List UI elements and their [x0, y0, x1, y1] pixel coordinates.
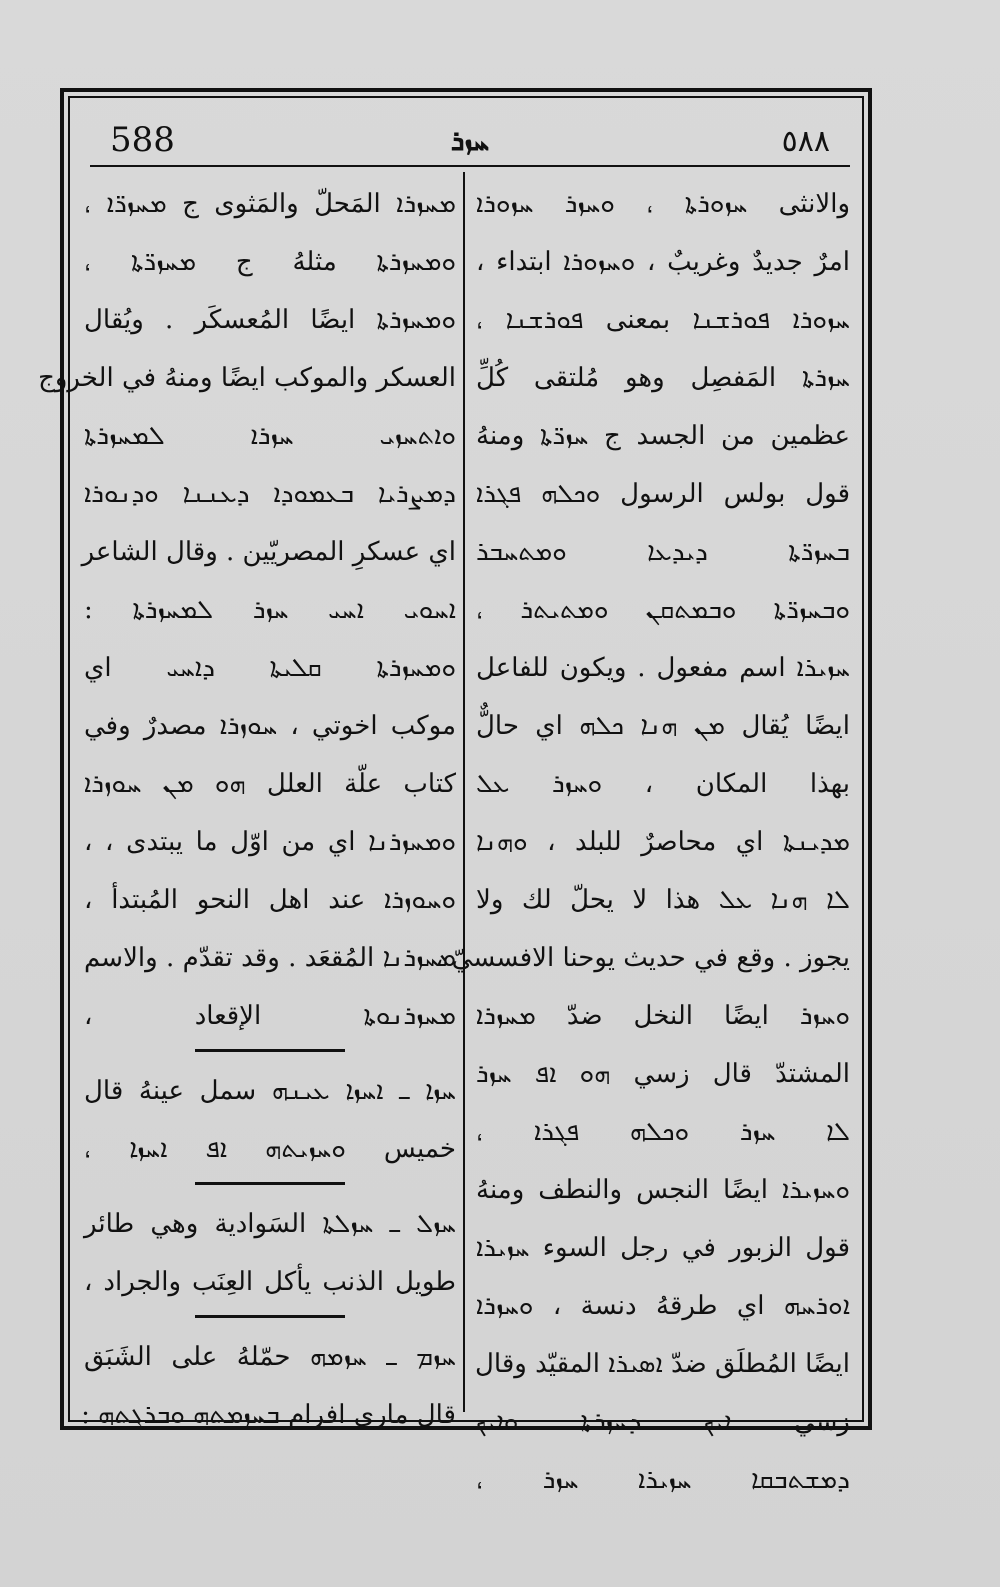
head-word: ܚܙܪ — [450, 124, 490, 157]
right-column-line: يجوز . وقع في حديث يوحنا الافسسيّ ، — [435, 943, 850, 973]
column-divider — [463, 172, 465, 1412]
entry-line: ܚܙܐ ـ ܐܚܙܐ ܥܝܢܗ سمل عينهُ قال — [84, 1076, 456, 1106]
right-column — [435, 175, 850, 1495]
right-column-line: قول الزبور في رجل السوء ܚܙܝܪܐ — [476, 1233, 850, 1263]
left-column-line: ܡܚܙܪܐ المَحلّ والمَثوى ج ܡܚܙܪ̈ܐ ، — [84, 189, 456, 219]
left-column-line: اي عسكرِ المصريّين . وقال الشاعر — [81, 537, 456, 567]
entry-line: ܚܙܠ ـ ܚܙܠܬܐ السَوادية وهي طائر — [84, 1209, 456, 1239]
right-column-line: ܚܙܝܪܐ اسم مفعول . ويكون للفاعل — [476, 653, 850, 683]
right-column-line: ܚܙܪܬܐ المَفصِل وهو مُلتقى كُلِّ — [476, 363, 850, 393]
left-column-line: ܘܡܚܙܪܬܐ مثلهُ ج ܡܚܙܪ̈ܬܐ ، — [84, 247, 456, 277]
right-column-line: ܠܐ ܚܙܪ ܘܟܠܗ ܦܓܪܐ ، — [476, 1117, 850, 1147]
entry-line: خميس ܘܚܙܝܬܗ ܐܦ ܐܚܙܐ ، — [84, 1134, 456, 1164]
entry-separator — [195, 1049, 345, 1052]
right-column-line: ܒܚܙܪ̈ܬܐ ܕܝܕܥܐ ܘܡܬܚܒܪ — [476, 537, 850, 567]
right-column-line: ܠܐ ܗܢܐ ܥܠ هذا لا يحلّ لك ولا — [476, 885, 850, 915]
left-column-line: ܘܐܬܚܙܝ ܚܙܪܐ ܠܡܚܙܪܬܐ — [84, 421, 456, 451]
left-column-line: كتاب علّة العلل ܗܘ ܡܢ ܚܘܙܪܐ — [84, 769, 456, 799]
right-column-line: والانثى ܚܙܘܪܬܐ ، ܘܚܙܪ ܚܙܘܪܐ — [476, 189, 850, 219]
left-column-line: موكب اخوتي ، ܚܘܙܪܐ مصدرٌ وفي — [84, 711, 456, 741]
right-column-line: ܡܕܝܢܬܐ اي محاصرٌ للبلد ، ܘܗܢܐ — [476, 827, 850, 857]
right-column-line: ܕܡܫܬܒܩܐ ܚܙܝܪܐ ܚܙܪ ، — [476, 1465, 850, 1495]
page-header — [90, 110, 850, 167]
entry-separator — [195, 1182, 345, 1185]
right-column-line: زسي ܐܝܟ ܕܚܙܪܬܐ ܘܐܝܟ — [476, 1407, 850, 1437]
left-column — [38, 175, 456, 1430]
right-column-line: ايضًا المُطلَق ضدّ ܐܣܝܪܐ المقيّد وقال — [475, 1349, 850, 1379]
right-column-line: بهذا المكان ، ܘܚܙܪ ܥܠ — [476, 769, 850, 799]
right-column-line: ايضًا يُقال ܡܢ ܗܢܐ ܟܠܗ اي حالٌّ — [476, 711, 850, 741]
left-column-line: ܕܡܨܪܝܐ ܒܥܡܘܕܐ ܕܥܢܢܐ ܘܕܢܘܪܐ — [84, 479, 456, 509]
left-column-line: ܘܚܘܙܪܐ عند اهل النحو المُبتدأ ، — [84, 885, 456, 915]
entry-line: قال ماري افرام ܒܚܙܡܬܗ ܘܒܪܓܬܗ : — [81, 1400, 456, 1430]
right-column-line: المشتدّ قال زسي ܗܘ ܐܦ ܚܙܪ — [476, 1059, 850, 1089]
left-column-line: ܘܡܚܙܪܬܐ ايضًا المُعسكَر . ويُقال — [84, 305, 456, 335]
left-column-line: ܘܡܚܙܪܬܐ ܩܠܝܬܐ ܕܐܚܝ اي — [84, 653, 456, 683]
entry-line: طويل الذنب يأكل العِنَب والجراد ، — [84, 1267, 456, 1297]
right-column-line: قول بولس الرسول ܘܟܠܗ ܦܓܪܐ — [476, 479, 850, 509]
left-column-line: ܡܚܙܪܢܘܬܐ الإقعاد ، — [84, 1001, 456, 1031]
right-column-line: ܐܘܪܚܗ اي طرقهُ دنسة ، ܘܚܙܪܐ — [476, 1291, 850, 1321]
left-column-line: ܐܚܘܝ ܐܚܝ ܚܙܪ ܠܡܚܙܪܬܐ : — [84, 595, 456, 625]
left-column-line: العسكر والموكب ايضًا ومنهُ في الخروج — [38, 363, 456, 393]
entry-line: ܚܙܡ ـ ܚܙܡܗ حمّلهُ على الشَبَق — [84, 1342, 456, 1372]
right-column-line: عظمين من الجسد ج ܚܙܪ̈ܬܐ ومنهُ — [476, 421, 850, 451]
left-column-line: ܡܚܙܪܢܐ المُقعَد . وقد تقدّم . والاسم — [84, 943, 456, 973]
page-number-arabic: ٥٨٨ — [781, 124, 830, 159]
right-column-line: امرٌ جديدٌ وغريبٌ ، ܘܚܙܘܪܐ ابتداء ، — [476, 247, 850, 277]
right-column-line: ܘܒܚܙܪ̈ܬܐ ܘܒܡܬܩܢ ܘܡܬܝܬܪ ، — [476, 595, 850, 625]
right-column-line: ܘܚܙܪ ايضًا النخل ضدّ ܡܚܙܪܐ — [476, 1001, 850, 1031]
left-column-line: ܘܡܚܙܪܢܐ اي من اوّل ما يبتدى ، ، — [84, 827, 456, 857]
right-column-line: ܘܚܙܝܪܐ ايضًا النجس والنطف ومنهُ — [476, 1175, 850, 1205]
entry-separator — [195, 1315, 345, 1318]
right-column-line: ܚܙܘܪܐ ܦܘܪܫܢܐ بمعنى ܦܘܪܫܢܐ ، — [476, 305, 850, 335]
page-number-latin: 588 — [110, 120, 175, 160]
